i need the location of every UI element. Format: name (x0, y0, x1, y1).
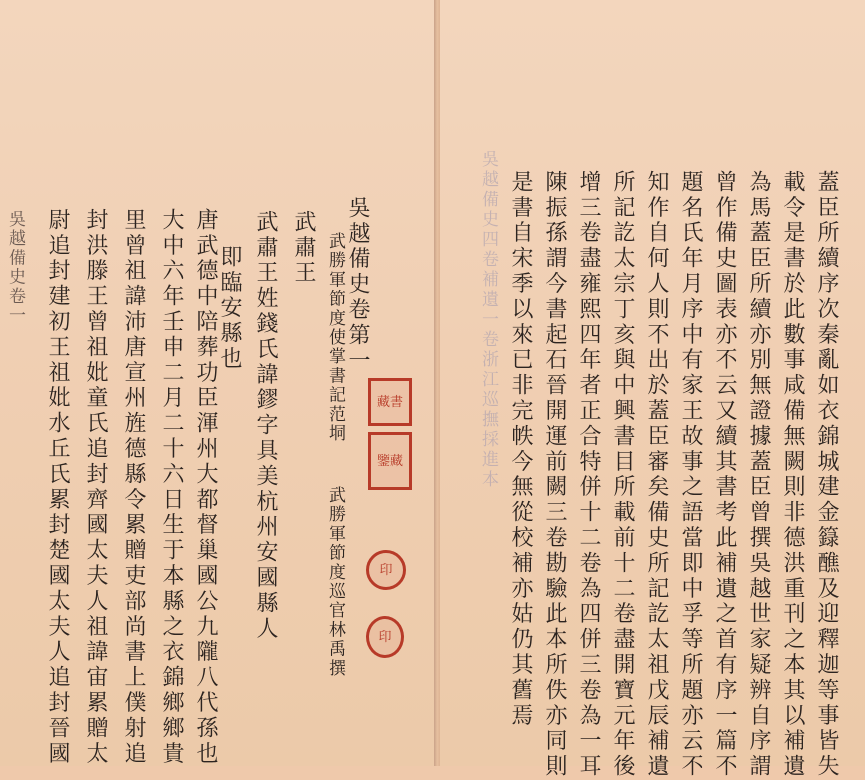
text-column-3: 為馬蓋臣所續亦別無證據蓋臣曾撰吳越世家疑辨自序謂 (746, 170, 771, 780)
text-column-7: 所記訖太宗丁亥與中興書目所載前十二卷盡開寶元年後 (610, 170, 635, 780)
section-heading: 武肅王 (291, 210, 316, 287)
collector-seal-1: 藏書 (368, 378, 412, 426)
body-column-1: 武肅王姓錢氏諱鏐字具美杭州安國縣人 (253, 210, 278, 642)
body-column-2: 即臨安縣也 (217, 245, 242, 372)
faint-bleed-column: 吳越備史四卷補遺一卷浙江巡撫採進本 (478, 150, 498, 490)
text-column-8: 增三卷盡雍熙四年者正合特併十二卷為四併三卷為一耳 (576, 170, 601, 780)
left-page (0, 0, 436, 766)
text-column-10: 是書自宋季以來已非完帙今無從校補亦姑仍其舊焉 (508, 170, 533, 729)
volume-title: 吳越備史卷第一 (345, 196, 370, 374)
text-column-4: 曾作備史圖表亦不云又續其書考此補遺之首有序一篇不 (712, 170, 737, 780)
body-column-6: 封洪滕王曾祖妣童氏追封齊國太夫人祖諱宙累贈太 (83, 208, 108, 767)
author-line-1: 武勝軍節度使掌書記范垌 (325, 232, 345, 444)
collector-seal-2: 鑒藏 (368, 432, 412, 490)
body-column-3: 唐武德中陪葬功臣渾州大都督巢國公九隴八代孫也 (193, 208, 218, 767)
text-column-2: 載令是書於此數事咸備無闕則非德洪重刊之本其以補遺 (780, 170, 805, 780)
body-column-4: 大中六年壬申二月二十六日生于本縣之衣錦鄉鄉貴 (159, 208, 184, 767)
collector-seal-4: 印 (366, 616, 404, 658)
text-column-6: 知作自何人則不出於蓋臣審矣備史所記訖太祖戊辰補遺 (644, 170, 669, 780)
body-column-5: 里曾祖諱沛唐宣州旌德縣令累贈吏部尚書上僕射追 (121, 208, 146, 767)
text-column-9: 陳振孫謂今書起石晉開運前闕三卷勘驗此本所佚亦同則 (542, 170, 567, 780)
author-line-2: 武勝軍節度巡官林禹撰 (325, 486, 345, 678)
text-column-5: 題名氏年月序中有家王故事之語當即中孚等所題亦云不 (678, 170, 703, 780)
edge-column: 吳越備史卷一 (5, 210, 25, 326)
collector-seal-3: 印 (366, 550, 406, 590)
body-column-7: 尉追封建初王祖妣水丘氏累封楚國太夫人追封晉國 (45, 208, 70, 767)
right-page (440, 0, 865, 780)
text-column-1: 蓋臣所續序次秦亂如衣錦城建金籙醮及迎釋迦等事皆失 (814, 170, 839, 780)
